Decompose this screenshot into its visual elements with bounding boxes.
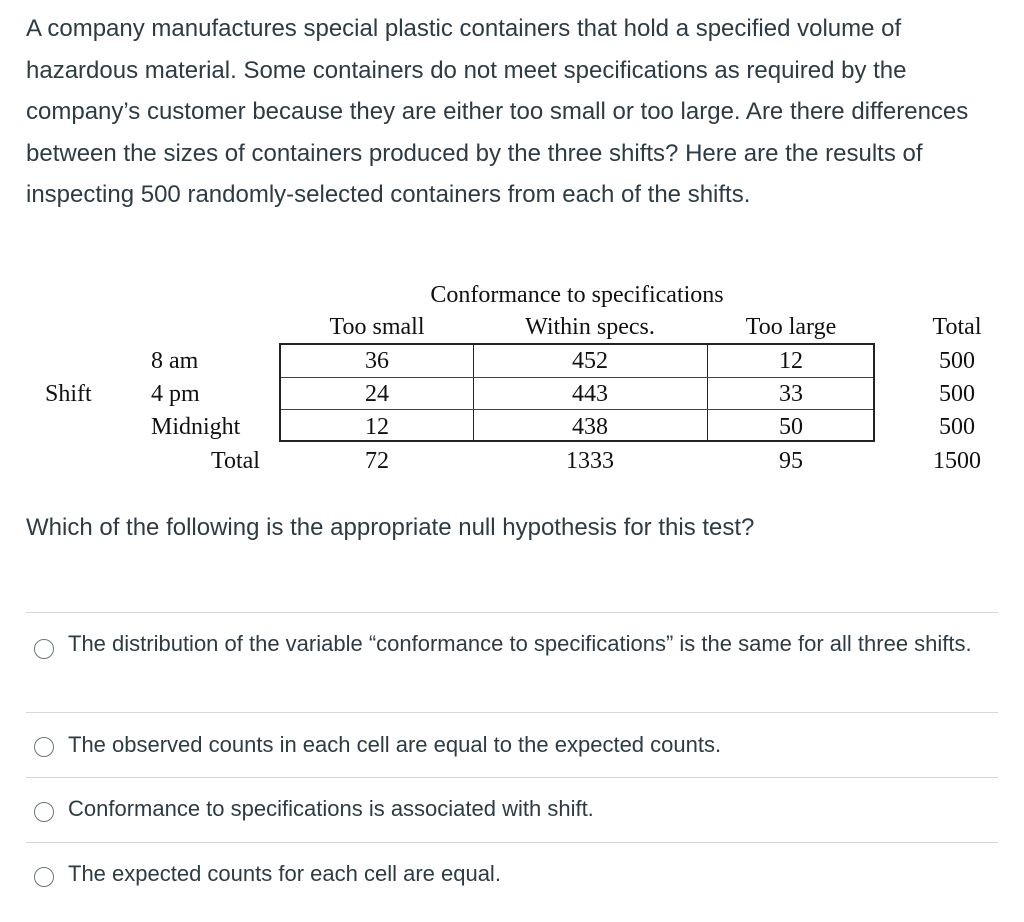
table-group-header: Conformance to specifications <box>430 282 724 308</box>
column-total-cell: 95 <box>779 448 803 474</box>
table-cell: 452 <box>572 348 608 374</box>
row-label-total: Total <box>211 448 260 474</box>
row-variable-label: Shift <box>45 381 92 407</box>
table-cell: 33 <box>779 381 803 407</box>
answer-option-3[interactable] <box>26 777 998 842</box>
row-label-4pm: 4 pm <box>151 381 200 407</box>
table-cell: 12 <box>779 348 803 374</box>
radio-button[interactable] <box>34 737 54 757</box>
table-cell: 36 <box>365 348 389 374</box>
column-total-cell: 72 <box>365 448 389 474</box>
table-cell: 12 <box>365 414 389 440</box>
column-header-too-large: Too large <box>745 314 837 340</box>
answer-option-label: The distribution of the variable “conformance to specifications” is the same for all three shifts. <box>68 631 972 656</box>
row-total-cell: 500 <box>939 381 975 407</box>
row-label-8am: 8 am <box>151 348 199 374</box>
row-label-midnight: Midnight <box>151 414 241 440</box>
radio-button[interactable] <box>34 867 54 887</box>
column-header-within-specs: Within specs. <box>525 314 655 340</box>
table-cell: 24 <box>365 381 389 407</box>
grand-total-cell: 1500 <box>933 448 981 474</box>
radio-button[interactable] <box>34 639 54 659</box>
row-total-cell: 500 <box>939 348 975 374</box>
question-prompt: A company manufactures special plastic containers that hold a specified volume of hazardous material. Some containers do not meet specifications as required by the company’s customer because they are either too small or too large. Are there differences between the sizes of containers produced by the three shifts? Here are the results of inspecting 500 randomly-selected containers from each of the shifts. <box>26 15 969 208</box>
table-cell: 443 <box>572 381 608 407</box>
column-header-too-small: Too small <box>329 314 425 340</box>
answer-options <box>26 612 998 908</box>
question-text: Which of the following is the appropriate null hypothesis for this test? <box>26 514 755 541</box>
answer-option-label: The observed counts in each cell are equal to the expected counts. <box>68 732 722 757</box>
table-cell: 438 <box>572 414 608 440</box>
answer-option-4[interactable] <box>26 842 998 908</box>
column-header-total: Total <box>932 314 982 340</box>
answer-option-label: Conformance to specifications is associated with shift. <box>68 796 594 821</box>
radio-button[interactable] <box>34 802 54 822</box>
answer-option-2[interactable] <box>26 712 998 777</box>
answer-option-1[interactable] <box>26 612 998 712</box>
answer-option-label: The expected counts for each cell are equal. <box>68 861 501 886</box>
row-total-cell: 500 <box>939 414 975 440</box>
column-total-cell: 1333 <box>566 448 614 474</box>
table-cell: 50 <box>779 414 803 440</box>
